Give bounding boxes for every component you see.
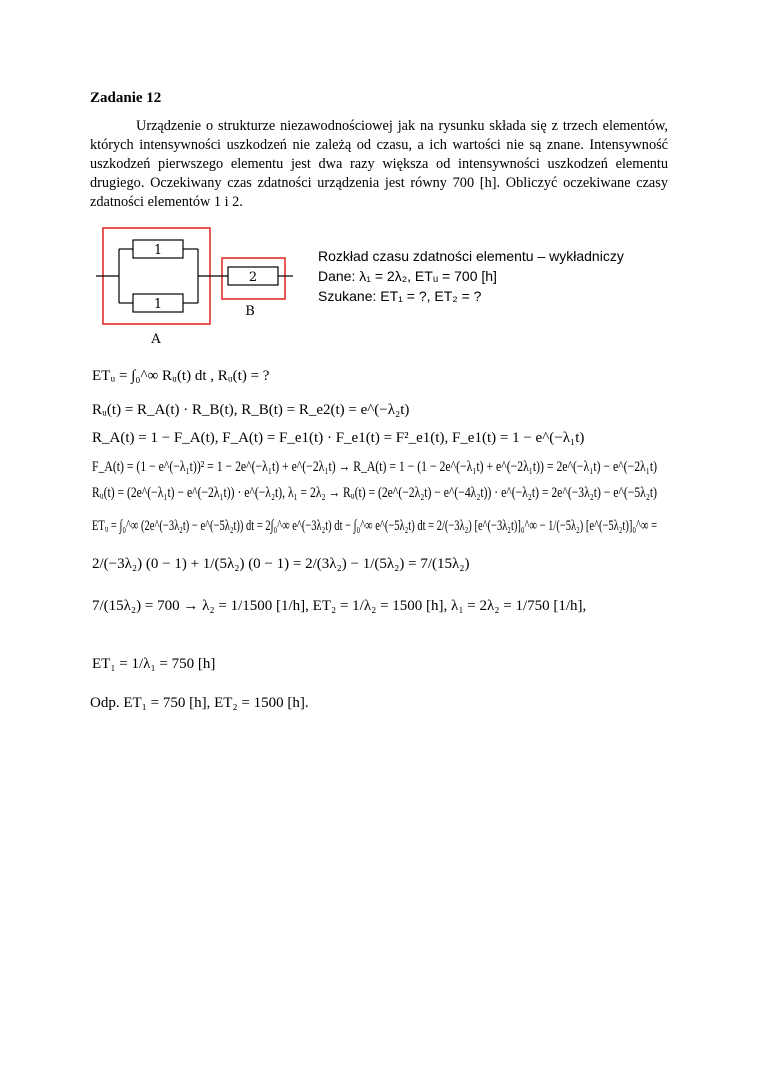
equation-6: ETᵤ = ∫₀^∞ (2e^(−3λ₂t) − e^(−5λ₂t)) dt = 2∫₀^∞ e^(−3λ₂t) dt − ∫₀^∞ e^(−5λ₂t) dt = 2/(−3λ₂) [e^(−3λ₂t)]₀^∞ − 1/(−5λ₂) [e^(−5λ₂t)]₀^∞ =	[92, 518, 657, 534]
equation-3: R_A(t) = 1 − F_A(t), F_A(t) = F_e1(t) · F_e1(t) = F²_e1(t), F_e1(t) = 1 − e^(−λ₁t)	[92, 430, 585, 446]
block-a-label: A	[151, 332, 161, 347]
element-1-top-label: 1	[153, 243, 163, 258]
given-line: Dane: λ₁ = 2λ₂, ETᵤ = 700 [h]	[318, 268, 497, 284]
unknowns-line: Szukane: ET₁ = ?, ET₂ = ?	[318, 288, 482, 304]
element-2-label: 2	[248, 270, 258, 285]
equation-7: 2/(−3λ₂) (0 − 1) + 1/(5λ₂) (0 − 1) = 2/(3λ₂) − 1/(5λ₂) = 7/(15λ₂)	[92, 556, 470, 572]
answer: Odp. ET₁ = 750 [h], ET₂ = 1500 [h].	[90, 695, 309, 711]
element-1-bottom-label: 1	[153, 297, 163, 312]
equation-9: ET₁ = 1/λ₁ = 750 [h]	[92, 656, 216, 672]
equation-4: F_A(t) = (1 − e^(−λ₁t))² = 1 − 2e^(−λ₁t) + e^(−2λ₁t) → R_A(t) = 1 − (1 − 2e^(−λ₁t) + e^(−2λ₁t)) = 2e^(−λ₁t) − e^(−2λ₁t)	[92, 459, 657, 475]
distribution-line: Rozkład czasu zdatności elementu – wykładniczy	[318, 248, 624, 264]
task-title: Zadanie 12	[90, 90, 162, 106]
task-statement: Urządzenie o strukturze niezawodnościowej jak na rysunku składa się z trzech elementów, których intensywności uszkodzeń nie zależą od czasu, a ich wartości nie są znane. Intensywność uszkodzeń pierwszego elementu jest dwa razy większa od intensywności uszkodzeń elementu drugiego. Oczekiwany czas zdatności urządzenia jest równy 700 [h]. Obliczyć oczekiwane czasy zdatności elementów 1 i 2.	[90, 118, 668, 210]
equation-8: 7/(15λ₂) = 700 → λ₂ = 1/1500 [1/h], ET₂ = 1/λ₂ = 1500 [h], λ₁ = 2λ₂ = 1/750 [1/h],	[92, 598, 587, 614]
block-b-label: B	[245, 304, 255, 319]
equation-2: Rᵤ(t) = R_A(t) · R_B(t), R_B(t) = R_e2(t) = e^(−λ₂t)	[92, 402, 410, 418]
equation-1: ETᵤ = ∫₀^∞ Rᵤ(t) dt , Rᵤ(t) = ?	[92, 368, 270, 384]
equation-5: Rᵤ(t) = (2e^(−λ₁t) − e^(−2λ₁t)) · e^(−λ₂t), λ₁ = 2λ₂ → Rᵤ(t) = (2e^(−2λ₂t) − e^(−4λ₂t)) · e^(−λ₂t) = 2e^(−3λ₂t) − e^(−5λ₂t)	[92, 485, 658, 501]
